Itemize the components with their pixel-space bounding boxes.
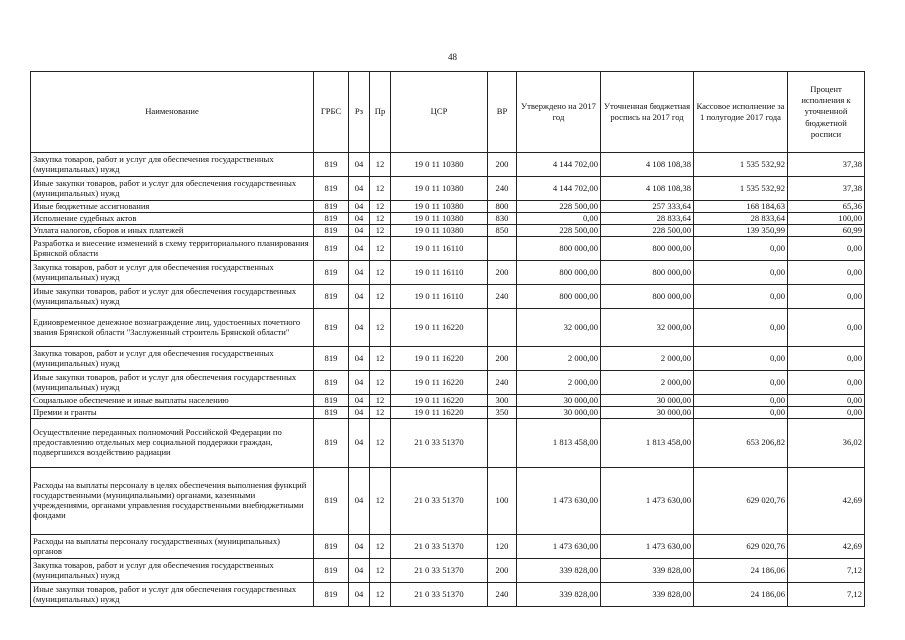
cell-rz: 04 [349, 395, 370, 407]
cell-approved: 0,00 [517, 213, 601, 225]
cell-vr: 850 [488, 225, 517, 237]
cell-grbs: 819 [314, 395, 349, 407]
cell-name: Разработка и внесение изменений в схему территориального планирования Брянской области [31, 237, 314, 261]
cell-approved: 228 500,00 [517, 201, 601, 213]
cell-name: Премии и гранты [31, 407, 314, 419]
table-row [31, 407, 865, 419]
cell-pr: 12 [370, 468, 391, 535]
cell-pr: 12 [370, 535, 391, 559]
header-rz: Рз [349, 72, 370, 153]
cell-approved: 30 000,00 [517, 395, 601, 407]
cell-approved: 2 000,00 [517, 371, 601, 395]
table-row [31, 261, 865, 285]
cell-vr: 830 [488, 213, 517, 225]
cell-cash: 139 350,99 [694, 225, 788, 237]
cell-csr: 21 0 33 51370 [391, 583, 488, 607]
cell-pr: 12 [370, 201, 391, 213]
cell-cash: 629 020,76 [694, 468, 788, 535]
cell-name: Расходы на выплаты персоналу государственных (муниципальных) органов [31, 535, 314, 559]
cell-rz: 04 [349, 371, 370, 395]
cell-refined: 2 000,00 [601, 371, 694, 395]
cell-percent: 0,00 [788, 407, 865, 419]
cell-cash: 0,00 [694, 261, 788, 285]
cell-vr: 200 [488, 559, 517, 583]
cell-grbs: 819 [314, 201, 349, 213]
cell-grbs: 819 [314, 419, 349, 468]
table-row [31, 309, 865, 347]
cell-percent: 100,00 [788, 213, 865, 225]
cell-rz: 04 [349, 309, 370, 347]
cell-vr: 350 [488, 407, 517, 419]
table-row [31, 237, 865, 261]
cell-cash: 28 833,64 [694, 213, 788, 225]
cell-percent: 0,00 [788, 371, 865, 395]
cell-csr: 19 0 11 16220 [391, 395, 488, 407]
cell-cash: 24 186,06 [694, 559, 788, 583]
cell-approved: 2 000,00 [517, 347, 601, 371]
cell-percent: 42,69 [788, 468, 865, 535]
cell-percent: 0,00 [788, 261, 865, 285]
cell-rz: 04 [349, 347, 370, 371]
header-pr: Пр [370, 72, 391, 153]
cell-cash: 168 184,63 [694, 201, 788, 213]
cell-refined: 1 473 630,00 [601, 468, 694, 535]
cell-approved: 228 500,00 [517, 225, 601, 237]
cell-pr: 12 [370, 419, 391, 468]
cell-pr: 12 [370, 237, 391, 261]
cell-rz: 04 [349, 535, 370, 559]
cell-grbs: 819 [314, 407, 349, 419]
table-row [31, 201, 865, 213]
cell-csr: 21 0 33 51370 [391, 535, 488, 559]
cell-vr: 200 [488, 347, 517, 371]
cell-pr: 12 [370, 407, 391, 419]
header-name: Наименование [31, 72, 314, 153]
cell-cash: 1 535 532,92 [694, 153, 788, 177]
cell-cash: 0,00 [694, 309, 788, 347]
cell-pr: 12 [370, 371, 391, 395]
cell-refined: 30 000,00 [601, 407, 694, 419]
cell-rz: 04 [349, 201, 370, 213]
cell-vr [488, 419, 517, 468]
cell-csr: 19 0 11 16110 [391, 261, 488, 285]
cell-vr: 240 [488, 583, 517, 607]
cell-csr: 19 0 11 16220 [391, 407, 488, 419]
cell-name: Единовременное денежное вознаграждение лиц, удостоенных почетного звания Брянской области "Заслуженный строитель Брянской области" [31, 309, 314, 347]
cell-rz: 04 [349, 468, 370, 535]
cell-percent: 0,00 [788, 237, 865, 261]
cell-csr: 19 0 11 10380 [391, 213, 488, 225]
cell-grbs: 819 [314, 153, 349, 177]
cell-pr: 12 [370, 583, 391, 607]
header-grbs: ГРБС [314, 72, 349, 153]
cell-csr: 19 0 11 16220 [391, 371, 488, 395]
cell-pr: 12 [370, 177, 391, 201]
cell-vr: 300 [488, 395, 517, 407]
cell-name: Расходы на выплаты персоналу в целях обеспечения выполнения функций государственными (муниципальными) органами, казенными учреждениями, органами управления государственными внебюджетными фондами [31, 468, 314, 535]
cell-vr: 240 [488, 371, 517, 395]
cell-vr: 240 [488, 177, 517, 201]
cell-name: Иные закупки товаров, работ и услуг для обеспечения государственных (муниципальных) нужд [31, 583, 314, 607]
cell-cash: 0,00 [694, 371, 788, 395]
cell-grbs: 819 [314, 237, 349, 261]
cell-vr [488, 309, 517, 347]
cell-csr: 19 0 11 16220 [391, 309, 488, 347]
cell-percent: 65,36 [788, 201, 865, 213]
cell-refined: 4 108 108,38 [601, 153, 694, 177]
cell-csr: 19 0 11 10380 [391, 177, 488, 201]
cell-approved: 1 473 630,00 [517, 535, 601, 559]
cell-vr: 200 [488, 153, 517, 177]
cell-grbs: 819 [314, 309, 349, 347]
cell-rz: 04 [349, 559, 370, 583]
cell-csr: 21 0 33 51370 [391, 468, 488, 535]
cell-grbs: 819 [314, 535, 349, 559]
cell-rz: 04 [349, 285, 370, 309]
cell-refined: 1 813 458,00 [601, 419, 694, 468]
header-refined: Уточненная бюджетная роспись на 2017 год [601, 72, 694, 153]
cell-approved: 4 144 702,00 [517, 153, 601, 177]
cell-approved: 30 000,00 [517, 407, 601, 419]
cell-pr: 12 [370, 285, 391, 309]
cell-percent: 37,38 [788, 177, 865, 201]
cell-percent: 37,38 [788, 153, 865, 177]
cell-approved: 800 000,00 [517, 237, 601, 261]
cell-cash: 629 020,76 [694, 535, 788, 559]
cell-pr: 12 [370, 225, 391, 237]
cell-csr: 19 0 11 10380 [391, 153, 488, 177]
header-approved: Утверждено на 2017 год [517, 72, 601, 153]
cell-grbs: 819 [314, 177, 349, 201]
cell-name: Закупка товаров, работ и услуг для обеспечения государственных (муниципальных) нужд [31, 153, 314, 177]
cell-refined: 32 000,00 [601, 309, 694, 347]
header-cash: Кассовое исполнение за 1 полугодие 2017 года [694, 72, 788, 153]
table-row [31, 225, 865, 237]
cell-approved: 32 000,00 [517, 309, 601, 347]
cell-percent: 7,12 [788, 559, 865, 583]
cell-refined: 4 108 108,38 [601, 177, 694, 201]
cell-grbs: 819 [314, 285, 349, 309]
cell-grbs: 819 [314, 225, 349, 237]
cell-pr: 12 [370, 309, 391, 347]
cell-pr: 12 [370, 395, 391, 407]
header-percent: Процент исполнения к уточненной бюджетной росписи [788, 72, 865, 153]
table-row [31, 468, 865, 535]
cell-csr: 19 0 11 16110 [391, 285, 488, 309]
cell-cash: 1 535 532,92 [694, 177, 788, 201]
cell-name: Закупка товаров, работ и услуг для обеспечения государственных (муниципальных) нужд [31, 559, 314, 583]
cell-grbs: 819 [314, 559, 349, 583]
table-row [31, 153, 865, 177]
cell-name: Иные закупки товаров, работ и услуг для обеспечения государственных (муниципальных) нужд [31, 371, 314, 395]
cell-vr: 200 [488, 261, 517, 285]
cell-refined: 257 333,64 [601, 201, 694, 213]
cell-percent: 0,00 [788, 285, 865, 309]
cell-approved: 339 828,00 [517, 583, 601, 607]
cell-rz: 04 [349, 407, 370, 419]
cell-csr: 21 0 33 51370 [391, 419, 488, 468]
cell-rz: 04 [349, 225, 370, 237]
budget-table [30, 71, 865, 607]
cell-rz: 04 [349, 261, 370, 285]
cell-approved: 339 828,00 [517, 559, 601, 583]
cell-csr: 19 0 11 16220 [391, 347, 488, 371]
cell-refined: 800 000,00 [601, 285, 694, 309]
cell-csr: 19 0 11 16110 [391, 237, 488, 261]
cell-refined: 339 828,00 [601, 559, 694, 583]
cell-approved: 800 000,00 [517, 261, 601, 285]
cell-name: Иные бюджетные ассигнования [31, 201, 314, 213]
cell-refined: 1 473 630,00 [601, 535, 694, 559]
cell-cash: 0,00 [694, 237, 788, 261]
cell-percent: 60,99 [788, 225, 865, 237]
cell-pr: 12 [370, 559, 391, 583]
header-csr: ЦСР [391, 72, 488, 153]
table-row [31, 213, 865, 225]
cell-name: Социальное обеспечение и иные выплаты населению [31, 395, 314, 407]
cell-csr: 21 0 33 51370 [391, 559, 488, 583]
cell-cash: 0,00 [694, 395, 788, 407]
cell-name: Уплата налогов, сборов и иных платежей [31, 225, 314, 237]
cell-name: Иные закупки товаров, работ и услуг для обеспечения государственных (муниципальных) нужд [31, 177, 314, 201]
cell-approved: 4 144 702,00 [517, 177, 601, 201]
cell-name: Иные закупки товаров, работ и услуг для обеспечения государственных (муниципальных) нужд [31, 285, 314, 309]
cell-grbs: 819 [314, 261, 349, 285]
table-row [31, 285, 865, 309]
cell-rz: 04 [349, 237, 370, 261]
cell-percent: 7,12 [788, 583, 865, 607]
cell-pr: 12 [370, 213, 391, 225]
header-row [31, 72, 865, 153]
cell-rz: 04 [349, 419, 370, 468]
cell-vr: 800 [488, 201, 517, 213]
cell-grbs: 819 [314, 213, 349, 225]
cell-approved: 800 000,00 [517, 285, 601, 309]
cell-name: Закупка товаров, работ и услуг для обеспечения государственных (муниципальных) нужд [31, 261, 314, 285]
cell-refined: 228 500,00 [601, 225, 694, 237]
cell-rz: 04 [349, 153, 370, 177]
cell-refined: 800 000,00 [601, 237, 694, 261]
cell-grbs: 819 [314, 468, 349, 535]
table-row [31, 371, 865, 395]
cell-percent: 42,69 [788, 535, 865, 559]
cell-name: Осуществление переданных полномочий Российской Федерации по предоставлению отдельных мер социальной поддержки граждан, подвергшихся воздействию радиации [31, 419, 314, 468]
cell-refined: 28 833,64 [601, 213, 694, 225]
table-row [31, 535, 865, 559]
cell-csr: 19 0 11 10380 [391, 201, 488, 213]
table-row [31, 347, 865, 371]
cell-percent: 0,00 [788, 309, 865, 347]
table-row [31, 177, 865, 201]
cell-cash: 0,00 [694, 285, 788, 309]
cell-pr: 12 [370, 261, 391, 285]
cell-cash: 0,00 [694, 347, 788, 371]
cell-vr: 240 [488, 285, 517, 309]
table-row [31, 395, 865, 407]
cell-vr: 120 [488, 535, 517, 559]
cell-refined: 2 000,00 [601, 347, 694, 371]
cell-refined: 800 000,00 [601, 261, 694, 285]
cell-rz: 04 [349, 583, 370, 607]
page-number: 48 [448, 52, 457, 62]
cell-pr: 12 [370, 347, 391, 371]
cell-approved: 1 473 630,00 [517, 468, 601, 535]
cell-vr [488, 237, 517, 261]
table-row [31, 583, 865, 607]
cell-cash: 653 206,82 [694, 419, 788, 468]
cell-cash: 24 186,06 [694, 583, 788, 607]
cell-grbs: 819 [314, 583, 349, 607]
table-row [31, 419, 865, 468]
cell-grbs: 819 [314, 371, 349, 395]
cell-percent: 36,02 [788, 419, 865, 468]
cell-name: Закупка товаров, работ и услуг для обеспечения государственных (муниципальных) нужд [31, 347, 314, 371]
cell-name: Исполнение судебных актов [31, 213, 314, 225]
cell-rz: 04 [349, 177, 370, 201]
cell-refined: 30 000,00 [601, 395, 694, 407]
cell-grbs: 819 [314, 347, 349, 371]
cell-approved: 1 813 458,00 [517, 419, 601, 468]
cell-cash: 0,00 [694, 407, 788, 419]
header-vr: ВР [488, 72, 517, 153]
cell-percent: 0,00 [788, 347, 865, 371]
cell-rz: 04 [349, 213, 370, 225]
cell-pr: 12 [370, 153, 391, 177]
cell-refined: 339 828,00 [601, 583, 694, 607]
cell-percent: 0,00 [788, 395, 865, 407]
cell-vr: 100 [488, 468, 517, 535]
table-row [31, 559, 865, 583]
cell-csr: 19 0 11 10380 [391, 225, 488, 237]
